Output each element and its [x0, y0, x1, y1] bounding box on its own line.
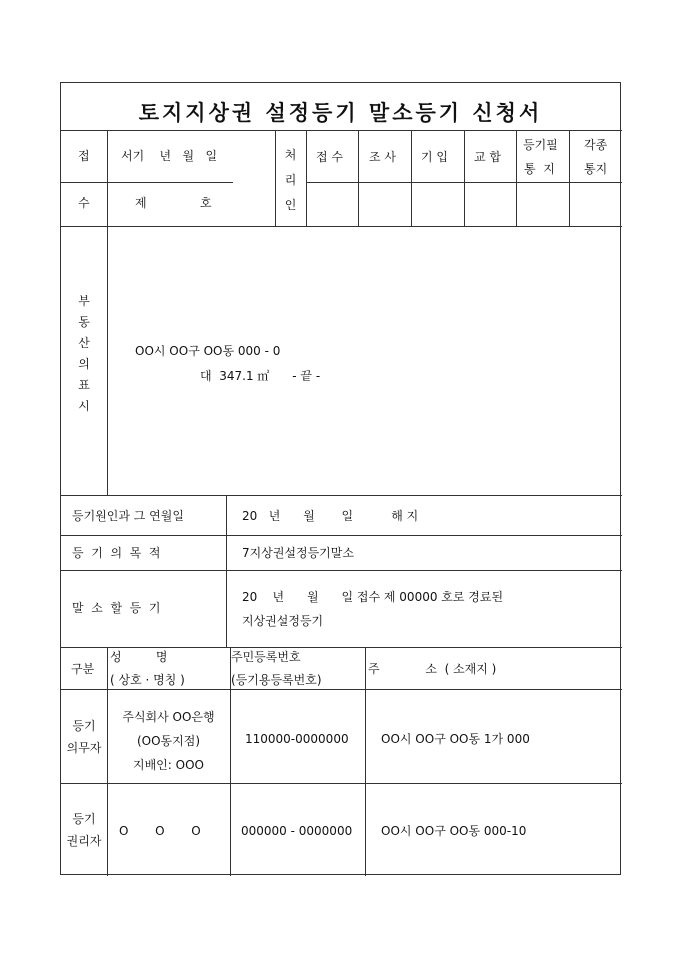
header-address: 주 소 ( 소재지 ): [368, 662, 497, 676]
right-holder-label: [61, 808, 107, 852]
form-title: 토지지상권 설정등기 말소등기 신청서: [138, 100, 543, 125]
receipt-date: 서기 년 월 일: [121, 149, 218, 163]
obligor-name: [107, 705, 230, 777]
processing-label: [275, 143, 306, 218]
header-division: 구분: [71, 662, 95, 676]
processing-char: 인: [284, 198, 297, 212]
property-char: 의: [78, 357, 90, 371]
column-receipt: 접 수: [316, 150, 343, 164]
divider: [61, 783, 622, 784]
property-char: 표: [78, 378, 90, 392]
divider: [61, 535, 622, 536]
property-char: 동: [78, 315, 90, 329]
right-holder-label-line: 등기: [72, 812, 96, 826]
obligor-name-line: 주식회사 OO은행: [122, 710, 215, 724]
divider: [306, 130, 307, 226]
divider: [358, 130, 359, 226]
column-notice-registered: 등기필: [523, 138, 558, 152]
obligor-label: [61, 715, 107, 759]
property-char: 부: [78, 294, 90, 308]
column-notice-registered: 통 지: [524, 162, 555, 176]
property-char: 산: [78, 336, 90, 350]
obligor-label-line: 등기: [72, 719, 96, 733]
divider: [516, 130, 517, 226]
header-id-sub: (등기용등록번호): [231, 673, 322, 687]
cancel-line2: 지상권설정등기: [242, 614, 324, 628]
divider: [411, 130, 412, 226]
cancel-line1: 20 년 월 일 접수 제 00000 호로 경료된: [242, 590, 504, 604]
property-label: [61, 291, 107, 417]
purpose-label: 등 기 의 목 적: [72, 546, 161, 560]
cause-label: 등기원인과 그 연월일: [72, 509, 184, 523]
cancel-label: 말 소 할 등 기: [72, 601, 161, 615]
property-address: OO시 OO구 OO동 000 - 0: [135, 344, 281, 358]
obligor-address: OO시 OO구 OO동 1가 000: [381, 732, 530, 746]
header-name: 성 명: [110, 650, 168, 664]
property-char: 시: [78, 399, 90, 413]
property-land: 대 347.1 ㎡ - 끝 -: [200, 369, 321, 383]
divider: [61, 226, 622, 227]
application-form: [60, 82, 621, 875]
column-notice-various: 각종: [584, 138, 608, 152]
divider: [61, 689, 622, 690]
receipt-number: 제 호: [135, 196, 212, 210]
obligor-id: 110000-0000000: [245, 732, 349, 746]
header-id: 주민등록번호: [231, 650, 301, 664]
cause-value: 20 년 월 일 해 지: [242, 509, 419, 523]
divider: [61, 495, 622, 496]
receipt-label-bottom: 수: [78, 196, 90, 210]
right-holder-id: 000000 - 0000000: [241, 824, 353, 838]
receipt-label-top: 접: [78, 149, 90, 163]
right-holder-name: O O O: [119, 824, 201, 838]
divider: [365, 647, 366, 876]
obligor-name-line: (OO동지점): [136, 734, 201, 748]
header-name-sub: ( 상호 · 명칭 ): [110, 673, 185, 687]
processing-char: 리: [284, 173, 297, 187]
right-holder-address: OO시 OO구 OO동 000-10: [381, 824, 527, 838]
divider: [61, 570, 622, 571]
obligor-label-line: 의무자: [66, 741, 102, 755]
divider: [569, 130, 570, 226]
column-entry: 기 입: [421, 150, 448, 164]
right-holder-label-line: 권리자: [66, 834, 102, 848]
divider: [61, 647, 622, 648]
column-inspect: 조 사: [369, 150, 396, 164]
column-check: 교 합: [474, 150, 501, 164]
purpose-value: 7지상권설정등기말소: [242, 546, 354, 560]
column-notice-various: 통지: [584, 162, 608, 176]
divider: [107, 130, 108, 495]
divider: [61, 130, 622, 131]
divider: [464, 130, 465, 226]
processing-char: 처: [284, 148, 297, 162]
divider: [61, 182, 233, 183]
obligor-name-line: 지배인: OOO: [133, 758, 204, 772]
divider: [226, 495, 227, 647]
